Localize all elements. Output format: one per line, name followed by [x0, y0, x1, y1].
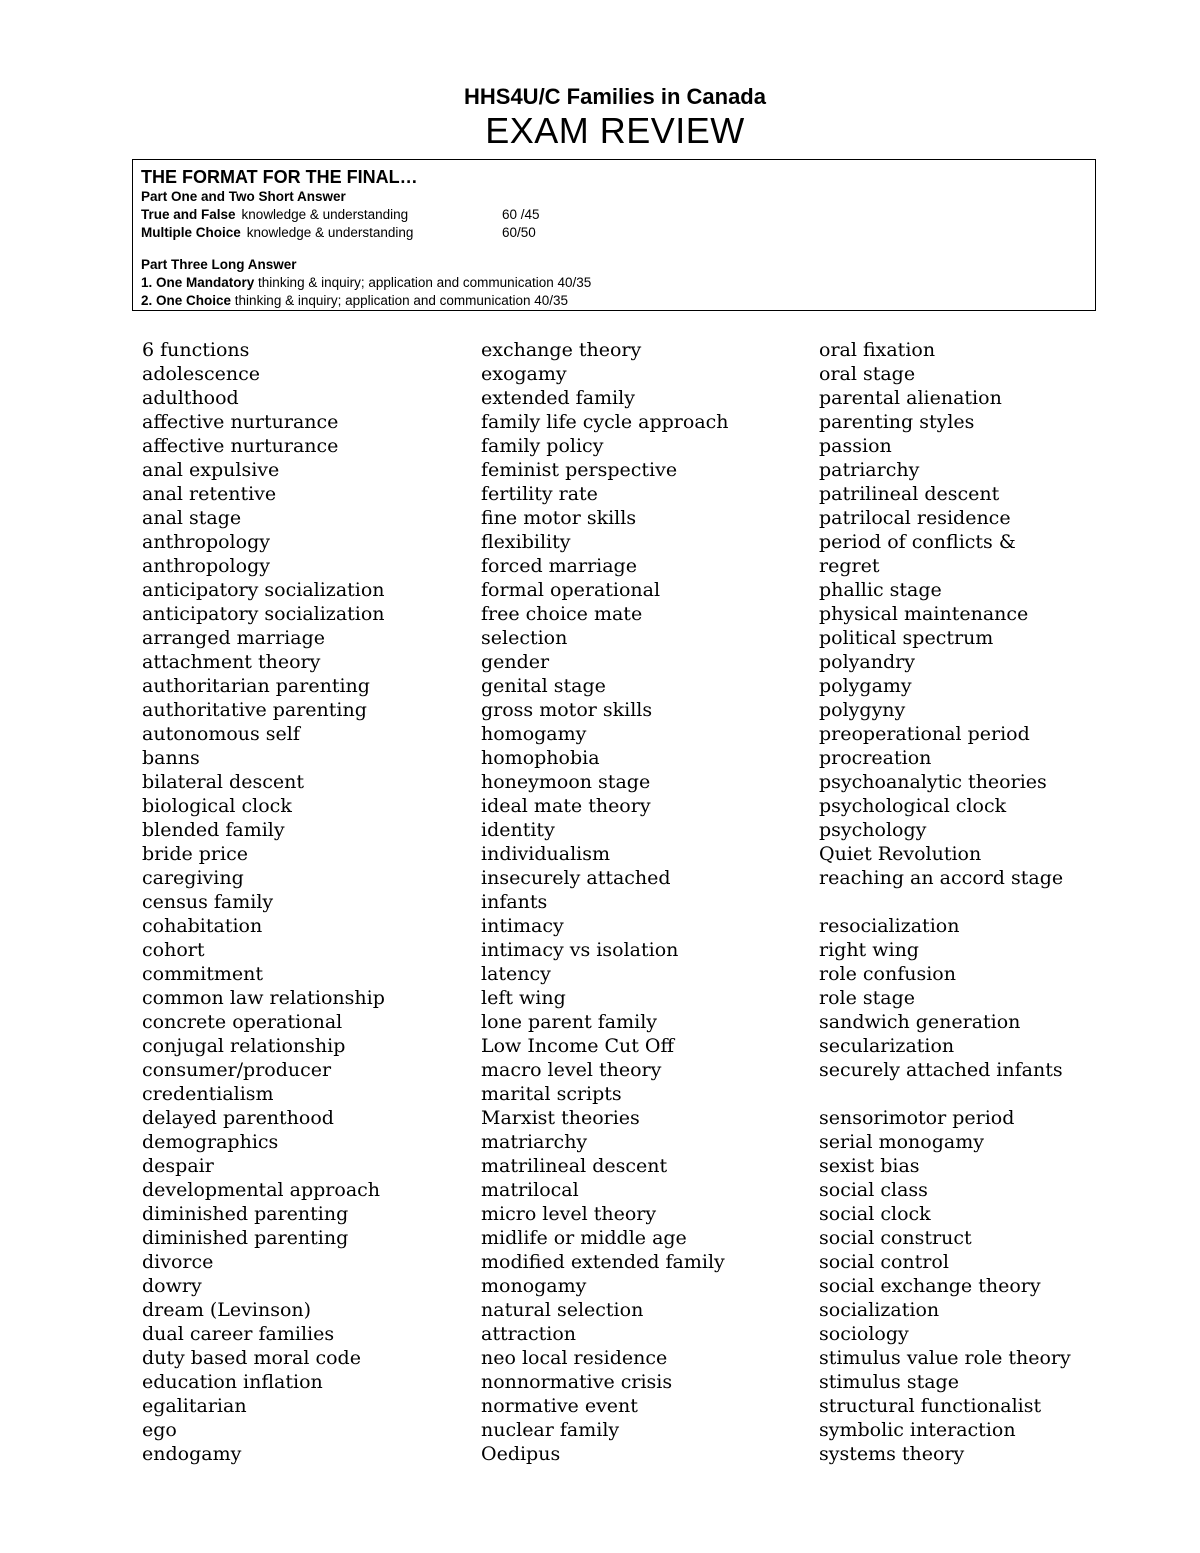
- glossary-term: diminished parenting: [142, 1227, 349, 1249]
- glossary-term: despair: [142, 1155, 214, 1177]
- glossary-term: fertility rate: [481, 483, 598, 505]
- glossary-term: anticipatory socialization: [142, 579, 385, 601]
- course-title: HHS4U/C Families in Canada: [464, 84, 766, 109]
- glossary-term: [819, 1082, 1071, 1106]
- glossary-term: patrilocal residence: [819, 507, 1011, 529]
- glossary-term: blended family: [142, 819, 285, 841]
- glossary-term: dream (Levinson): [142, 1299, 312, 1321]
- glossary-term: individualism: [481, 843, 611, 865]
- glossary-term: serial monogamy: [819, 1131, 984, 1153]
- glossary-term: structural functionalist: [819, 1395, 1042, 1417]
- glossary-term: biological clock: [142, 795, 292, 817]
- glossary-term: anthropology: [142, 531, 270, 553]
- glossary-term: Low Income Cut Off: [481, 1035, 675, 1057]
- glossary-term: formal operational: [481, 579, 661, 601]
- glossary-term: family life cycle approach: [481, 411, 729, 433]
- glossary-term: authoritative parenting: [142, 699, 367, 721]
- glossary-term: procreation: [819, 747, 932, 769]
- glossary-term: macro level theory: [481, 1059, 662, 1081]
- mandatory-desc: thinking & inquiry; application and communication 40/35: [258, 275, 592, 290]
- multiple-choice-label: Multiple Choice: [141, 225, 241, 240]
- multiple-choice-desc: knowledge & understanding: [246, 225, 414, 240]
- glossary-term: passion: [819, 435, 892, 457]
- glossary-term: sandwich generation: [819, 1011, 1021, 1033]
- glossary-term: [819, 890, 1071, 914]
- glossary-term: micro level theory: [481, 1203, 657, 1225]
- glossary-term: dual career families: [142, 1323, 335, 1345]
- true-false-desc: knowledge & understanding: [241, 207, 409, 222]
- glossary-term: monogamy: [481, 1275, 587, 1297]
- glossary-term: duty based moral code: [142, 1347, 361, 1369]
- glossary-term: stimulus stage: [819, 1371, 959, 1393]
- glossary-term: demographics: [142, 1131, 279, 1153]
- glossary-term: patrilineal descent: [819, 483, 1000, 505]
- glossary-term: affective nurturance: [142, 411, 339, 433]
- glossary-term: psychology: [819, 819, 927, 841]
- glossary-term: marital scripts: [481, 1083, 622, 1105]
- glossary-term: insecurely attached: [481, 867, 671, 889]
- true-false-score: 60 /45: [502, 207, 540, 222]
- mandatory-row: [141, 274, 1095, 292]
- glossary-term: midlife or middle age: [481, 1227, 687, 1249]
- multiple-choice-row: [141, 224, 1095, 242]
- glossary-term: role stage: [819, 987, 916, 1009]
- glossary-term: bilateral descent: [142, 771, 304, 793]
- glossary-term: matriarchy: [481, 1131, 588, 1153]
- glossary-term: role confusion: [819, 963, 956, 985]
- glossary-term: systems theory: [819, 1443, 965, 1465]
- glossary-term: family policy: [481, 435, 604, 457]
- glossary-term: intimacy: [481, 915, 564, 937]
- glossary-term: common law relationship: [142, 987, 385, 1009]
- glossary-term: census family: [142, 891, 274, 913]
- glossary-term: lone parent family: [481, 1011, 658, 1033]
- glossary-term: caregiving: [142, 867, 244, 889]
- glossary-term: 6 functions: [142, 339, 250, 361]
- glossary-term: flexibility: [481, 531, 571, 553]
- glossary-term: gender: [481, 651, 550, 673]
- glossary-term: diminished parenting: [142, 1203, 349, 1225]
- glossary-term: polygamy: [819, 675, 912, 697]
- glossary-term: reaching an accord stage: [819, 867, 1064, 889]
- glossary-term: preoperational period: [819, 723, 1030, 745]
- glossary-term: stimulus value role theory: [819, 1347, 1071, 1369]
- glossary-term: anal stage: [142, 507, 242, 529]
- glossary-term: parenting styles: [819, 411, 975, 433]
- glossary-term: free choice mate: [481, 603, 643, 625]
- glossary-term: gross motor skills: [481, 699, 653, 721]
- glossary-term: feminist perspective: [481, 459, 678, 481]
- glossary-term: commitment: [142, 963, 263, 985]
- glossary-term: social control: [819, 1251, 949, 1273]
- glossary-term: natural selection: [481, 1299, 644, 1321]
- glossary-term: social class: [819, 1179, 928, 1201]
- glossary-term: social exchange theory: [819, 1275, 1041, 1297]
- glossary-term: adolescence: [142, 363, 261, 385]
- term-column-3: [819, 338, 1071, 1466]
- true-false-row: [141, 206, 1095, 224]
- glossary-term: concrete operational: [142, 1011, 343, 1033]
- glossary-term: nuclear family: [481, 1419, 620, 1441]
- glossary-term: matrilineal descent: [481, 1155, 668, 1177]
- glossary-term: authoritarian parenting: [142, 675, 370, 697]
- format-heading: THE FORMAT FOR THE FINAL…: [141, 167, 418, 187]
- glossary-term: ideal mate theory: [481, 795, 651, 817]
- glossary-term: right wing: [819, 939, 919, 961]
- glossary-term: psychoanalytic theories: [819, 771, 1047, 793]
- glossary-term: nonnormative crisis: [481, 1371, 673, 1393]
- mandatory-label: 1. One Mandatory: [141, 275, 255, 290]
- glossary-term: honeymoon stage: [481, 771, 651, 793]
- glossary-term: consumer/producer: [142, 1059, 332, 1081]
- choice-desc: thinking & inquiry; application and communication 40/35: [234, 293, 568, 308]
- glossary-term: secularization: [819, 1035, 955, 1057]
- glossary-term: phallic stage: [819, 579, 942, 601]
- glossary-term: endogamy: [142, 1443, 242, 1465]
- glossary-term: psychological clock: [819, 795, 1007, 817]
- glossary-term: banns: [142, 747, 200, 769]
- choice-row: [141, 292, 1095, 310]
- glossary-term: securely attached infants: [819, 1059, 1063, 1081]
- glossary-term: divorce: [142, 1251, 214, 1273]
- glossary-term: sociology: [819, 1323, 909, 1345]
- glossary-term: symbolic interaction: [819, 1419, 1016, 1441]
- glossary-term: regret: [819, 555, 880, 577]
- glossary-term: genital stage: [481, 675, 606, 697]
- glossary-term: exchange theory: [481, 339, 642, 361]
- glossary-term: conjugal relationship: [142, 1035, 346, 1057]
- true-false-label: True and False: [141, 207, 236, 222]
- glossary-term: socialization: [819, 1299, 940, 1321]
- glossary-term: sensorimotor period: [819, 1107, 1015, 1129]
- glossary-term: neo local residence: [481, 1347, 668, 1369]
- glossary-term: latency: [481, 963, 551, 985]
- glossary-term: modified extended family: [481, 1251, 725, 1273]
- glossary-term: polyandry: [819, 651, 915, 673]
- glossary-term: social construct: [819, 1227, 972, 1249]
- glossary-term: political spectrum: [819, 627, 994, 649]
- glossary-term: parental alienation: [819, 387, 1002, 409]
- glossary-term: oral fixation: [819, 339, 936, 361]
- glossary-term: arranged marriage: [142, 627, 325, 649]
- glossary-term: anal expulsive: [142, 459, 280, 481]
- glossary-term: homogamy: [481, 723, 587, 745]
- glossary-term: identity: [481, 819, 555, 841]
- glossary-term: homophobia: [481, 747, 600, 769]
- glossary-term: anticipatory socialization: [142, 603, 385, 625]
- term-column-2: [481, 338, 729, 1466]
- glossary-term: Quiet Revolution: [819, 843, 982, 865]
- glossary-term: matrilocal: [481, 1179, 579, 1201]
- glossary-term: polygyny: [819, 699, 906, 721]
- glossary-term: period of conflicts &: [819, 531, 1016, 553]
- glossary-term: resocialization: [819, 915, 960, 937]
- glossary-term: education inflation: [142, 1371, 323, 1393]
- glossary-term: Oedipus: [481, 1443, 561, 1465]
- glossary-term: credentialism: [142, 1083, 274, 1105]
- glossary-term: delayed parenthood: [142, 1107, 334, 1129]
- glossary-term: extended family: [481, 387, 635, 409]
- glossary-term: developmental approach: [142, 1179, 381, 1201]
- page-title: EXAM REVIEW: [485, 110, 745, 151]
- glossary-term: intimacy vs isolation: [481, 939, 679, 961]
- choice-label: 2. One Choice: [141, 293, 232, 308]
- glossary-term: autonomous self: [142, 723, 300, 745]
- glossary-term: sexist bias: [819, 1155, 920, 1177]
- glossary-term: forced marriage: [481, 555, 637, 577]
- glossary-term: anthropology: [142, 555, 270, 577]
- glossary-term: cohort: [142, 939, 205, 961]
- glossary-term: Marxist theories: [481, 1107, 640, 1129]
- glossary-term: attachment theory: [142, 651, 321, 673]
- glossary-term: patriarchy: [819, 459, 920, 481]
- glossary-term: oral stage: [819, 363, 916, 385]
- glossary-term: exogamy: [481, 363, 567, 385]
- term-column-1: [142, 338, 385, 1466]
- glossary-term: adulthood: [142, 387, 239, 409]
- glossary-term: physical maintenance: [819, 603, 1029, 625]
- glossary-term: infants: [481, 891, 548, 913]
- glossary-term: dowry: [142, 1275, 202, 1297]
- glossary-term: anal retentive: [142, 483, 277, 505]
- glossary-term: ego: [142, 1419, 177, 1441]
- glossary-term: cohabitation: [142, 915, 263, 937]
- glossary-term: selection: [481, 627, 568, 649]
- exam-format-box: [132, 159, 1096, 311]
- glossary-term: fine motor skills: [481, 507, 637, 529]
- part-one-two-heading: Part One and Two Short Answer: [141, 189, 346, 204]
- glossary-term: left wing: [481, 987, 566, 1009]
- glossary-term: normative event: [481, 1395, 638, 1417]
- glossary-term: bride price: [142, 843, 248, 865]
- multiple-choice-score: 60/50: [502, 225, 536, 240]
- glossary-term: social clock: [819, 1203, 931, 1225]
- part-three-heading: Part Three Long Answer: [141, 257, 297, 272]
- glossary-term: attraction: [481, 1323, 577, 1345]
- glossary-term: egalitarian: [142, 1395, 247, 1417]
- glossary-term: affective nurturance: [142, 435, 339, 457]
